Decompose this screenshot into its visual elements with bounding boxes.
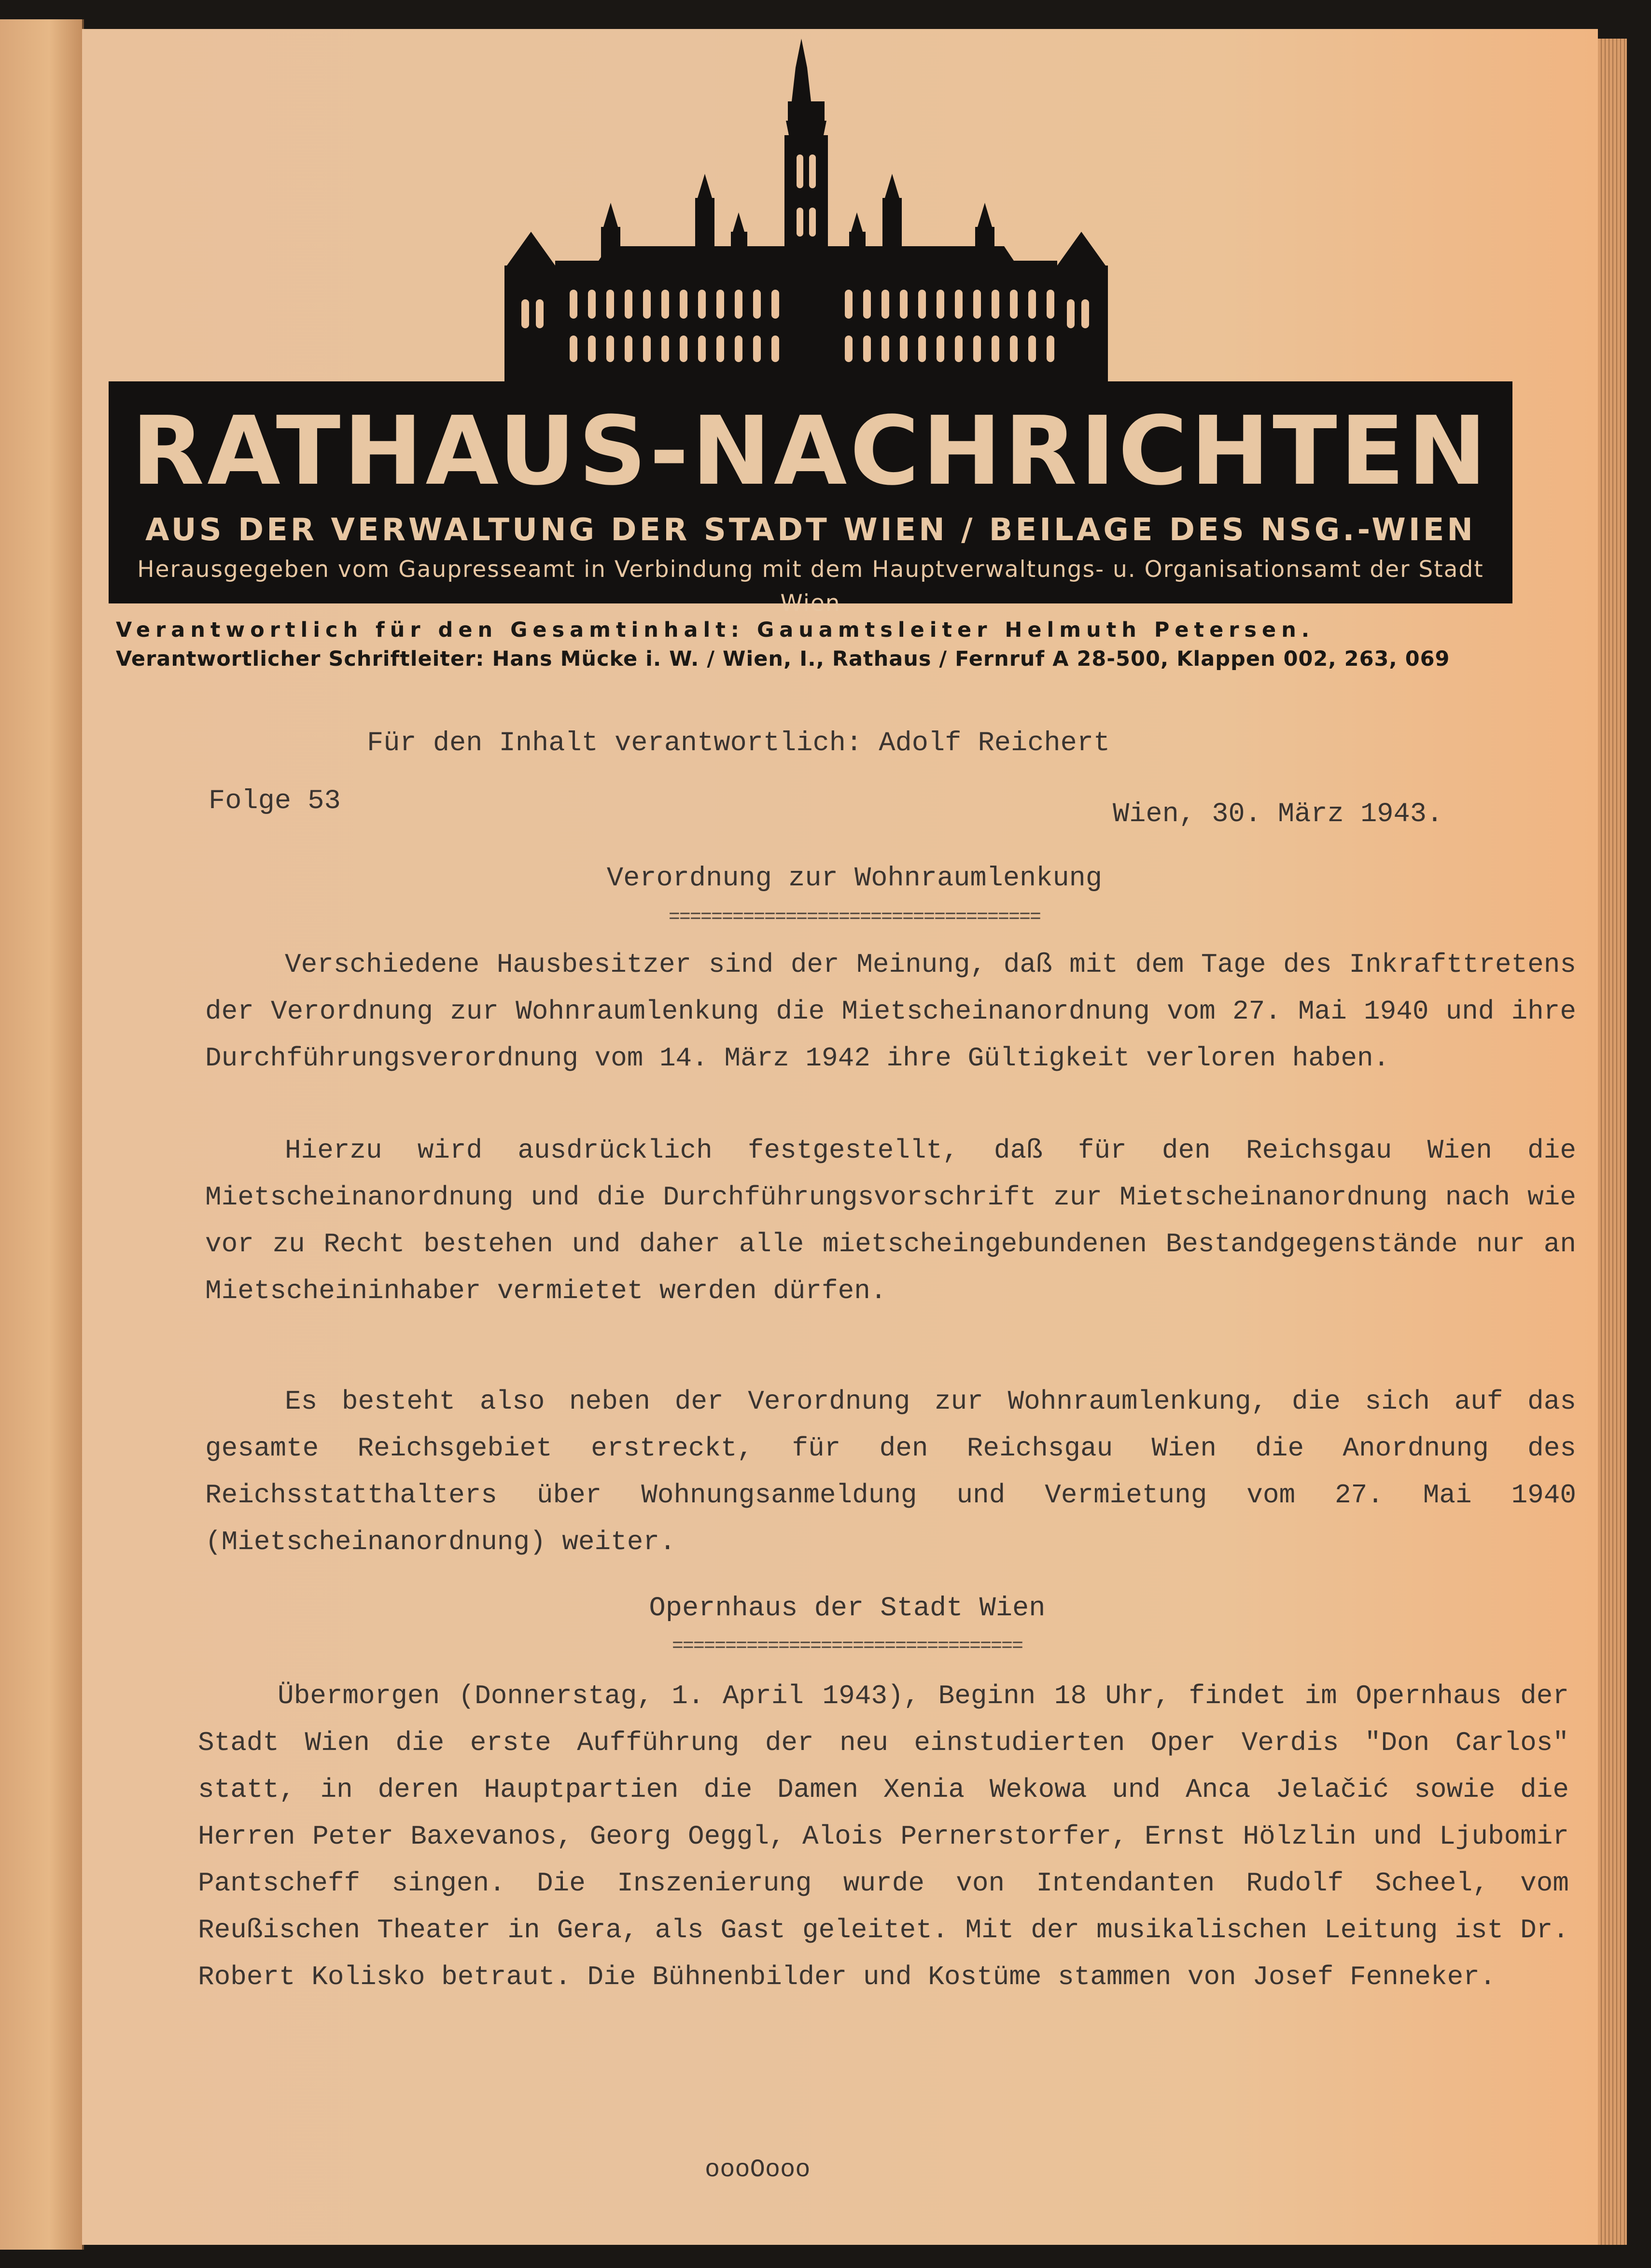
city-hall-logo	[502, 39, 1110, 381]
end-mark: oooOooo	[705, 2156, 811, 2184]
masthead-title: RATHAUS-NACHRICHTEN	[131, 396, 1490, 506]
paragraph: Verschiedene Hausbesitzer sind der Meinung, daß mit dem Tage des Inkrafttretens der Verordnung zur Wohnraumlenkung die Mietscheinanordnung vom 27. Mai 1940 und ihre Durchführungsverordnung vom 14. März 1942 ihre Gültigkeit verloren haben.	[205, 949, 1576, 1074]
editor-in-chief-line: Verantwortlich für den Gesamtinhalt: Gauamtsleiter Helmuth Petersen.	[116, 618, 1315, 642]
paragraph: Es besteht also neben der Verordnung zur Wohnraumlenkung, die sich auf das gesamte Reichsgebiet erstreckt, für den Reichsgau Wien die Anordnung des Reichsstatthalters über Wohnungsanmeldung und Vermietung vom 27. Mai 1940 (Mietscheinanordnung) weiter.	[205, 1386, 1576, 1557]
page-stack-edge	[1598, 39, 1627, 2245]
issue-date: Wien, 30. März 1943.	[1113, 799, 1443, 830]
section-heading-opera: Opernhaus der Stadt Wien	[649, 1593, 1046, 1624]
masthead-publisher: Herausgegeben vom Gaupresseamt in Verbindung mit dem Hauptverwaltungs- u. Organisationsamt der Stadt Wien	[137, 556, 1484, 616]
facing-page-edge	[0, 19, 84, 2250]
heading-underline: =================================	[672, 1636, 1023, 1657]
responsible-editor: Für den Inhalt verantwortlich: Adolf Reichert	[367, 728, 1110, 759]
masthead-subtitle: AUS DER VERWALTUNG DER STADT WIEN / BEILAGE DES NSG.-WIEN	[145, 512, 1476, 548]
editor-contact-line: Verantwortlicher Schriftleiter: Hans Mücke i. W. / Wien, I., Rathaus / Fernruf A 28-500, Klappen 002, 263, 069	[116, 647, 1450, 671]
section-heading-housing: Verordnung zur Wohnraumlenkung	[606, 863, 1103, 894]
issue-number: Folge 53	[209, 786, 341, 817]
paragraph: Hierzu wird ausdrücklich festgestellt, daß für den Reichsgau Wien die Mietscheinanordnung und die Durchführungsvorschrift zur Mietscheinanordnung nach wie vor zu Recht bestehen und daher alle mietscheingebundenen Bestandgegenstände nur an Mietscheininhaber vermietet werden dürfen.	[205, 1135, 1576, 1306]
heading-underline: ===================================	[668, 907, 1041, 928]
masthead-banner	[109, 381, 1512, 616]
paragraph: Übermorgen (Donnerstag, 1. April 1943), Beginn 18 Uhr, findet im Opernhaus der Stadt Wien die erste Aufführung der neu einstudierten Oper Verdis "Don Carlos" statt, in deren Hauptpartien die Damen Xenia Wekowa und Anca Jelačić sowie die Herren Peter Baxevanos, Georg Oeggl, Alois Pernerstorfer, Ernst Hölzlin und Ljubomir Pantscheff singen. Die Inszenierung wurde von Intendanten Rudolf Scheel, vom Reußischen Theater in Gera, als Gast geleitet. Mit der musikalischen Leitung ist Dr. Robert Kolisko betraut. Die Bühnenbilder und Kostüme stammen von Josef Fenneker.	[198, 1680, 1569, 1992]
